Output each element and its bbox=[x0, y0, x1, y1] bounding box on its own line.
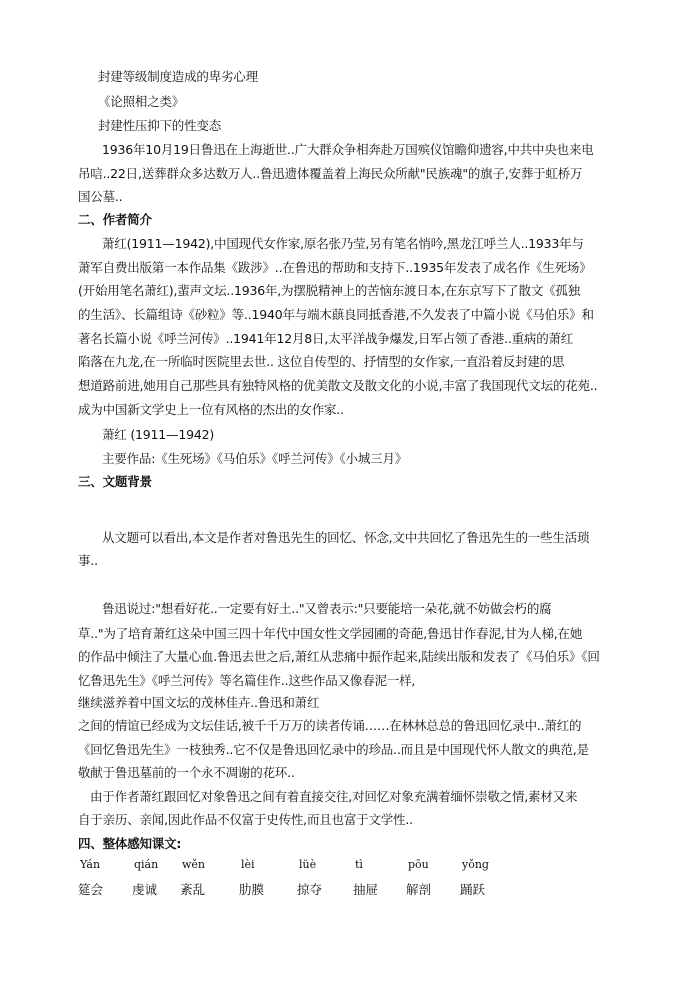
text-line: 《论照相之类》 bbox=[98, 94, 185, 109]
section-heading: 四、整体感知课文: bbox=[78, 836, 182, 851]
text-line: 封建等级制度造成的卑劣心理 bbox=[98, 69, 258, 84]
pinyin-label: Yán bbox=[80, 858, 101, 871]
text-line: 萧军自费出版第一本作品集《跋涉》..在鲁迅的帮助和支持下..1935年发表了成名作《生死场》 bbox=[78, 260, 592, 275]
text-line: 著名长篇小说《呼兰河传》..1941年12月8日,太平洋战争爆发,日军占领了香港..重病的萧红 bbox=[78, 331, 574, 346]
vocabulary-word: 筵会 bbox=[78, 882, 104, 897]
vocabulary-word: 紊乱 bbox=[180, 882, 206, 897]
vocabulary-word: 解剖 bbox=[406, 882, 432, 897]
text-line: 陷落在九龙,在一所临时医院里去世.. 这位自传型的、抒情型的女作家,一直沿着反封建的思 bbox=[78, 354, 565, 369]
pinyin-label: lèi bbox=[241, 858, 255, 871]
text-line: 继续滋养着中国文坛的茂林佳卉..鲁迅和萧红 bbox=[78, 695, 320, 710]
text-line: 敬献于鲁迅墓前的一个永不凋谢的花环.. bbox=[78, 765, 295, 780]
text-line: 之间的情谊已经成为文坛佳话,被千千万万的读者传诵……在林林总总的鲁迅回忆录中..萧红的 bbox=[78, 718, 582, 733]
text-line: 想道路前进,她用自己那些具有独特风格的优美散文及散文化的小说,丰富了我国现代文坛的花苑.. bbox=[78, 378, 598, 393]
pinyin-label: yǒng bbox=[462, 858, 489, 871]
text-line: 忆鲁迅先生》《呼兰河传》等名篇佳作..这些作品又像春泥一样, bbox=[78, 673, 416, 688]
text-line: 事.. bbox=[78, 553, 98, 568]
section-heading: 二、作者简介 bbox=[78, 212, 152, 227]
vocabulary-word: 肋膜 bbox=[239, 882, 265, 897]
pinyin-label: pōu bbox=[408, 858, 429, 871]
text-line: 萧红(1911—1942),中国现代女作家,原名张乃莹,另有笔名悄吟,黑龙江呼兰人..1933年与 bbox=[102, 236, 584, 251]
text-line: 成为中国新文学史上一位有风格的杰出的女作家.. bbox=[78, 402, 344, 417]
text-line: 1936年10月19日鲁迅在上海逝世..广大群众争相奔赴万国殡仪馆瞻仰遗容,中共中央也来电 bbox=[102, 142, 594, 157]
pinyin-label: wěn bbox=[182, 858, 206, 871]
text-line: 萧红 (1911—1942) bbox=[102, 427, 215, 442]
text-line: 封建性压抑下的性变态 bbox=[98, 118, 222, 133]
pinyin-label: tì bbox=[355, 858, 363, 871]
text-line: 的作品中倾注了大量心血.鲁迅去世之后,萧红从悲痛中振作起来,陆续出版和发表了《马伯乐》《回 bbox=[78, 649, 600, 664]
vocabulary-word: 虔诚 bbox=[132, 882, 158, 897]
section-heading: 三、文题背景 bbox=[78, 474, 152, 489]
vocabulary-word: 踊跃 bbox=[460, 882, 486, 897]
pinyin-row bbox=[78, 858, 626, 878]
text-line: 的生活》、长篇组诗《砂粒》等..1940年与端木蕻良同抵香港,不久发表了中篇小说《马伯乐》和 bbox=[78, 307, 594, 322]
text-line: 从文题可以看出,本文是作者对鲁迅先生的回忆、怀念,文中共回忆了鲁迅先生的一些生活琐 bbox=[102, 530, 590, 545]
text-line: 草.."为了培育萧红这朵中国三四十年代中国女性文学园圃的奇葩,鲁迅甘作春泥,甘为人梯,在她 bbox=[78, 626, 583, 641]
pinyin-label: qián bbox=[134, 858, 159, 871]
pinyin-label: lüè bbox=[299, 858, 317, 871]
vocabulary-word: 掠夺 bbox=[297, 882, 323, 897]
vocabulary-row bbox=[78, 880, 626, 900]
text-line: 鲁迅说过:"想看好花..一定要有好土.."又曾表示:"只要能培一朵花,就不妨做会朽的腐 bbox=[102, 601, 552, 616]
text-line: 国公墓.. bbox=[78, 189, 123, 204]
vocabulary-word: 抽屉 bbox=[353, 882, 379, 897]
text-line: 自于亲历、亲闻,因此作品不仅富于史传性,而且也富于文学性.. bbox=[78, 812, 413, 827]
text-line: 由于作者萧红跟回忆对象鲁迅之间有着直接交往,对回忆对象充满着缅怀崇敬之情,素材又来 bbox=[90, 789, 578, 804]
text-line: (开始用笔名萧红),蜚声文坛..1936年,为摆脱精神上的苦恼东渡日本,在东京写下了散文《孤独 bbox=[78, 283, 581, 298]
text-line: 《回忆鲁迅先生》一枝独秀..它不仅是鲁迅回忆录中的珍品..而且是中国现代怀人散文的典范,是 bbox=[78, 742, 589, 757]
text-line: 主要作品:《生死场》《马伯乐》《呼兰河传》《小城三月》 bbox=[102, 451, 408, 466]
text-line: 吊唁..22日,送葬群众多达数万人..鲁迅遗体覆盖着上海民众所献"民族魂"的旗子,安葬于虹桥万 bbox=[78, 166, 583, 181]
